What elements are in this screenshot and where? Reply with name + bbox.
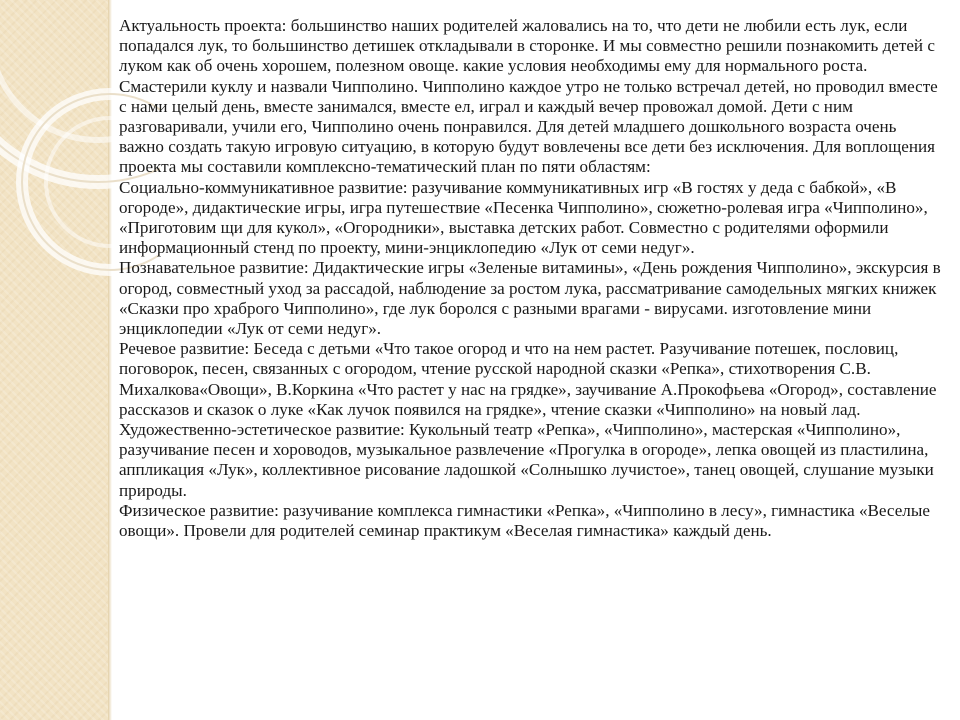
paragraph-relevance: Актуальность проекта: большинство наших родителей жаловались на то, что дети не любили есть лук, если попадался лук, то большинство детишек откладывали в сторонке. И мы совместно решили познакомить детей с луком как об очень хорошем, полезном овоще. какие условия необходимы ему для нормального роста. Смастерили куклу и назвали Чипполино. Чипполино каждое утро не только встречал детей, но проводил вместе с нами целый день, вместе занимался, вместе ел, играл и каждый вечер провожал домой. Дети с ним разговаривали, учили его, Чипполино очень понравился. Для детей младшего дошкольного возраста очень важно создать такую игровую ситуацию, в которую будут вовлечены все дети без исключения. Для воплощения проекта мы составили комплексно-тематический план по пяти областям: <box>119 16 938 177</box>
paragraph-art-aesthetic: Художественно-эстетическое развитие: Кукольный театр «Репка», «Чипполино», мастерская «Чипполино», разучивание песен и хороводов, музыкальное развлечение «Прогулка в огороде», лепка овощей из пластилина, аппликация «Лук», коллективное рисование ладошкой «Солнышко лучистое», танец овощей, слушание музыки природы. <box>119 420 934 500</box>
paragraph-cognitive: Познавательное развитие: Дидактические игры «Зеленые витамины», «День рождения Чипполино», экскурсия в огород, совместный уход за рассадой, наблюдение за ростом лука, рассматривание самодельных мягких книжек «Сказки про храброго Чипполино», где лук боролся с разными врагами - вирусами. изготовление мини энциклопедии «Лук от семи недуг». <box>119 258 941 339</box>
document-text <box>119 16 945 696</box>
paragraph-social-communicative: Социально-коммуникативное развитие: разучивание коммуникативных игр «В гостях у деда с бабкой», «В огороде», дидактические игры, игра путешествие «Песенка Чипполино», сюжетно-ролевая игра «Чипполино», «Приготовим щи для кукол», «Огородники», выставка детских работ. Совместно с родителями оформили информационный стенд по проекту, мини-энциклопедию «Лук от семи недуг». <box>119 177 928 258</box>
paragraph-speech: Речевое развитие: Беседа с детьми «Что такое огород и что на нем растет. Разучивание потешек, пословиц, поговорок, песен, связанных с огородом, чтение русской народной сказки «Репка», стихотворения С.В. Михалкова«Овощи», В.Коркина «Что растет у нас на грядке», заучивание А.Прокофьева «Огород», составление рассказов и сказок о луке «Как лучок появился на грядке», чтение сказки «Чипполино» на новый лад. <box>119 339 937 419</box>
paragraph-physical: Физическое развитие: разучивание комплекса гимнастики «Репка», «Чипполино в лесу», гимнастика «Веселые овощи». Провели для родителей семинар практикум «Веселая гимнастика» каждый день. <box>119 500 930 541</box>
